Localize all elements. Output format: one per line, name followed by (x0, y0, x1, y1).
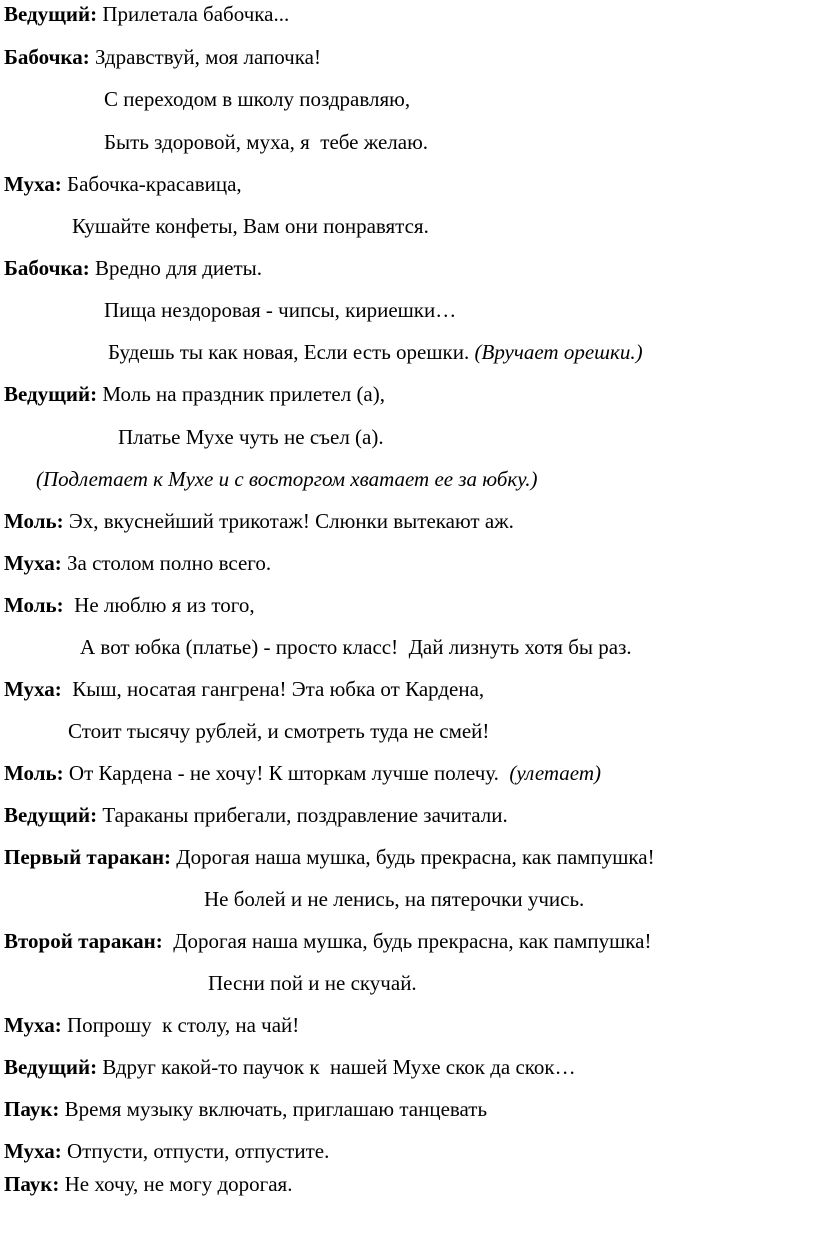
script-line (104, 89, 410, 110)
stage-direction: (Вручает орешки.) (474, 340, 643, 364)
line-text: Вдруг какой-то паучок к нашей Мухе скок да скок… (97, 1055, 576, 1079)
script-line (118, 427, 384, 448)
line-text: А вот юбка (платье) - просто класс! Дай лизнуть хотя бы раз. (80, 635, 632, 659)
script-line (36, 469, 537, 490)
line-text: Дорогая наша мушка, будь прекрасна, как пампушка! (162, 929, 652, 953)
script-line (4, 595, 255, 616)
speaker-name: Муха: (4, 677, 62, 701)
stage-direction: (улетает) (509, 761, 602, 785)
line-text: Бабочка-красавица, (61, 172, 242, 196)
speaker-name: Бабочка: (4, 45, 90, 69)
line-text: Будешь ты как новая, Если есть орешки. (108, 340, 475, 364)
line-text: За столом полно всего. (61, 551, 272, 575)
speaker-name: Ведущий: (4, 382, 98, 406)
line-text: Кыш, носатая гангрена! Эта юбка от Кардена, (61, 677, 485, 701)
script-line (4, 679, 484, 700)
speaker-name: Ведущий: (4, 2, 98, 26)
script-line (104, 132, 428, 153)
line-text: Время музыку включать, приглашаю танцевать (59, 1097, 488, 1121)
speaker-name: Муха: (4, 1013, 62, 1037)
script-line (108, 342, 643, 363)
speaker-name: Муха: (4, 551, 62, 575)
line-text: Не хочу, не могу дорогая. (59, 1172, 293, 1196)
script-line (4, 1099, 487, 1120)
speaker-name: Второй таракан: (4, 929, 163, 953)
line-text: Здравствуй, моя лапочка! (89, 45, 321, 69)
speaker-name: Моль: (4, 509, 64, 533)
script-line (4, 258, 262, 279)
script-line (4, 805, 508, 826)
line-text: Попрошу к столу, на чай! (61, 1013, 300, 1037)
script-line (4, 47, 321, 68)
speaker-name: Муха: (4, 172, 62, 196)
line-text: Моль на праздник прилетел (а), (97, 382, 385, 406)
line-text: Пища нездоровая - чипсы, кириешки… (104, 298, 457, 322)
script-line (80, 637, 632, 658)
line-text: С переходом в школу поздравляю, (104, 87, 411, 111)
line-text: Дорогая наша мушка, будь прекрасна, как пампушка! (171, 845, 655, 869)
script-line (4, 1015, 299, 1036)
script-line (4, 1141, 329, 1162)
script-line (4, 553, 271, 574)
line-text: Стоит тысячу рублей, и смотреть туда не смей! (68, 719, 490, 743)
script-line (4, 384, 385, 405)
line-text: Эх, вкуснейший трикотаж! Слюнки вытекают аж. (63, 509, 514, 533)
line-text: Вредно для диеты. (89, 256, 263, 280)
script-line (204, 889, 584, 910)
script-line (72, 216, 429, 237)
script-line (4, 1057, 576, 1078)
speaker-name: Первый таракан: (4, 845, 172, 869)
line-text: Тараканы прибегали, поздравление зачитали. (97, 803, 508, 827)
script-line (4, 4, 289, 25)
speaker-name: Паук: (4, 1097, 60, 1121)
line-text: Платье Мухе чуть не съел (а). (118, 425, 384, 449)
script-line (4, 847, 655, 868)
speaker-name: Муха: (4, 1139, 62, 1163)
script-line (68, 721, 489, 742)
line-text: Прилетала бабочка... (97, 2, 290, 26)
script-line (4, 763, 601, 784)
script-line (4, 1174, 292, 1195)
speaker-name: Моль: (4, 761, 64, 785)
stage-direction: (Подлетает к Мухе и с восторгом хватает ее за юбку.) (36, 467, 538, 491)
line-text: Кушайте конфеты, Вам они понравятся. (72, 214, 429, 238)
line-text: От Кардена - не хочу! К шторкам лучше полечу. (63, 761, 510, 785)
line-text: Не люблю я из того, (63, 593, 255, 617)
script-line (104, 300, 456, 321)
speaker-name: Ведущий: (4, 1055, 98, 1079)
line-text: Не болей и не ленись, на пятерочки учись. (204, 887, 585, 911)
script-line (4, 174, 242, 195)
line-text: Отпусти, отпусти, отпустите. (61, 1139, 330, 1163)
script-line (208, 973, 417, 994)
speaker-name: Бабочка: (4, 256, 90, 280)
line-text: Песни пой и не скучай. (208, 971, 417, 995)
script-line (4, 931, 652, 952)
speaker-name: Паук: (4, 1172, 60, 1196)
script-line (4, 511, 514, 532)
line-text: Быть здоровой, муха, я тебе желаю. (104, 130, 429, 154)
speaker-name: Ведущий: (4, 803, 98, 827)
speaker-name: Моль: (4, 593, 64, 617)
